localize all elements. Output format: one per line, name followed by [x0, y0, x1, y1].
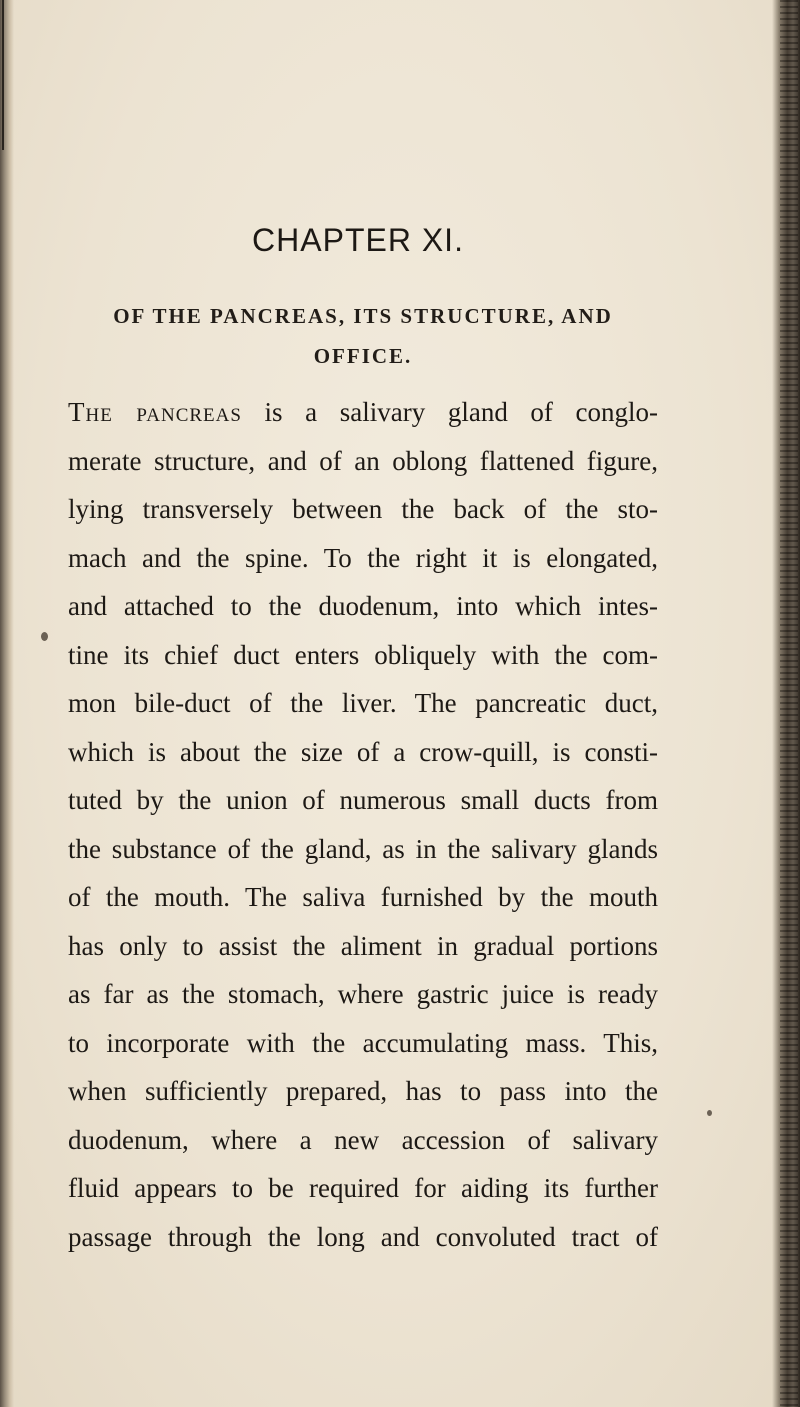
right-edge-texture [780, 0, 798, 1407]
chapter-subtitle [68, 296, 658, 376]
text-line [68, 388, 658, 437]
body-paragraph [68, 388, 658, 1261]
text-line: tine its chief duct enters obliquely with the com- [68, 639, 658, 670]
text-line: merate structure, and of an oblong flattened figure, [68, 445, 658, 476]
text-line: mach and the spine. To the right it is elongated, [68, 542, 658, 573]
text-line: tuted by the union of numerous small ducts from [68, 785, 658, 815]
left-page-edge [0, 0, 14, 1407]
text-line: duodenum, where a new accession of salivary [68, 1124, 658, 1155]
subtitle-line: OFFICE. [313, 344, 413, 368]
text-line: when sufficiently prepared, has to pass into the [68, 1076, 658, 1106]
text-line: of the mouth. The saliva furnished by the mouth [68, 882, 658, 912]
subtitle-line: OF THE PANCREAS, ITS STRUCTURE, AND [113, 304, 613, 328]
left-binding-line [2, 0, 4, 150]
text-line: lying transversely between the back of the sto- [68, 494, 658, 524]
chapter-title: CHAPTER XI. [252, 222, 464, 258]
text-line: has only to assist the aliment in gradual portions [68, 930, 658, 961]
text-line-rest: is a salivary gland of conglo- [241, 397, 658, 427]
text-line: fluid appears to be required for aiding its further [68, 1173, 658, 1203]
text-line: and attached to the duodenum, into which intes- [68, 591, 658, 621]
lead-words: The pancreas [68, 397, 242, 427]
text-line: to incorporate with the accumulating mass. This, [68, 1027, 658, 1058]
paper-speck [707, 1110, 712, 1116]
text-line: the substance of the gland, as in the salivary glands [68, 833, 658, 864]
text-line: passage through the long and convoluted tract of [68, 1221, 658, 1252]
text-line: mon bile-duct of the liver. The pancreatic duct, [68, 688, 658, 718]
paper-speck [41, 632, 48, 641]
text-line: which is about the size of a crow-quill, is consti- [68, 736, 658, 767]
text-line: as far as the stomach, where gastric juice is ready [68, 979, 658, 1009]
